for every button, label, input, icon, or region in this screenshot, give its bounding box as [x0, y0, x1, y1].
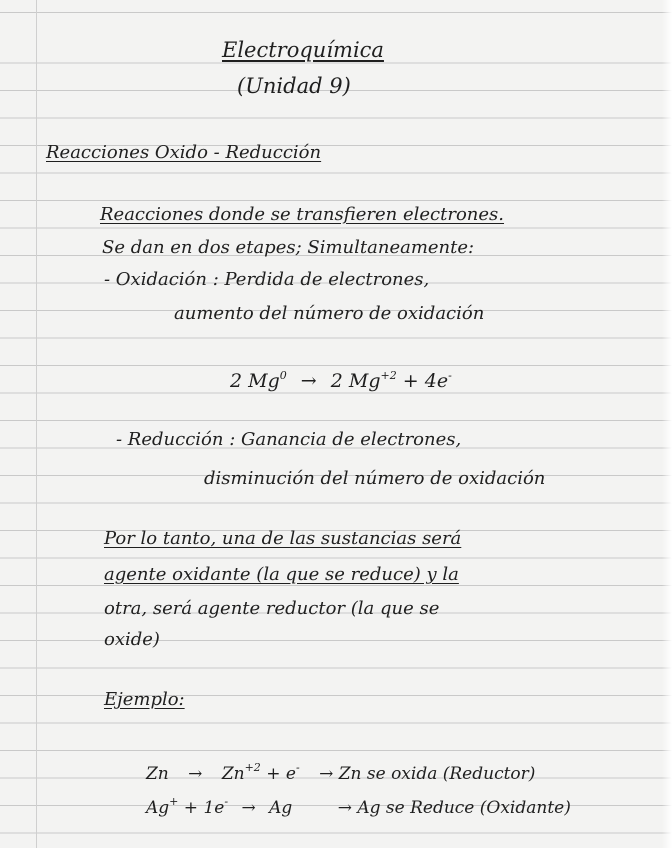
- example-2-note: → Ag se Reduce (Oxidante): [337, 798, 571, 818]
- definition-line-2: Se dan en dos etapes; Simultaneamente:: [102, 237, 475, 258]
- oxidation-equation: [230, 364, 452, 393]
- example-2-electrons: + 1e: [183, 798, 225, 818]
- equation-product-charge: +2: [380, 369, 397, 382]
- page-edge-shadow: [662, 0, 672, 848]
- example-1-product-charge: +2: [244, 761, 261, 774]
- example-row-1: [146, 756, 535, 786]
- conclusion-line-4: oxide): [104, 629, 160, 650]
- example-1-arrow: →: [188, 764, 203, 784]
- example-1-product: Zn: [221, 764, 245, 784]
- example-1-reactant: Zn: [146, 764, 169, 784]
- conclusion-line-1: Por lo tanto, una de las sustancias será: [104, 528, 462, 549]
- example-1-electron-charge: -: [295, 761, 300, 774]
- reduction-definition-cont: disminución del número de oxidación: [204, 468, 546, 489]
- equation-reactant-charge: 0: [279, 369, 287, 382]
- oxidation-definition-cont: aumento del número de oxidación: [174, 303, 485, 324]
- example-heading: Ejemplo:: [104, 689, 185, 710]
- equation-electrons-charge: -: [448, 369, 452, 382]
- oxidation-definition: - Oxidación : Perdida de electrones,: [104, 269, 430, 290]
- example-2-reactant: Ag: [146, 798, 170, 818]
- section-heading: Reacciones Oxido - Reducción: [46, 142, 322, 163]
- example-row-2: [146, 790, 571, 820]
- example-2-reactant-charge: +: [169, 795, 179, 808]
- page-subtitle: (Unidad 9): [237, 74, 351, 98]
- example-2-electrons-charge: -: [224, 795, 229, 808]
- example-1-note: → Zn se oxida (Reductor): [319, 764, 536, 784]
- equation-electrons: + 4e: [402, 370, 449, 392]
- page-title: Electroquímica: [222, 38, 384, 62]
- conclusion-line-3: otra, será agente reductor (la que se: [104, 598, 440, 619]
- reaction-arrow: →: [300, 370, 317, 392]
- example-1-electron: + e: [266, 764, 296, 784]
- equation-reactant: 2 Mg: [230, 370, 280, 392]
- margin-line: [36, 0, 37, 848]
- example-2-product: Ag: [269, 798, 293, 818]
- reduction-definition: - Reducción : Ganancia de electrones,: [116, 429, 462, 450]
- equation-product: 2 Mg: [330, 370, 381, 392]
- definition-line-1: Reacciones donde se transfieren electrones.: [100, 204, 505, 225]
- example-2-arrow: →: [241, 798, 256, 818]
- conclusion-line-2: agente oxidante (la que se reduce) y la: [104, 564, 459, 585]
